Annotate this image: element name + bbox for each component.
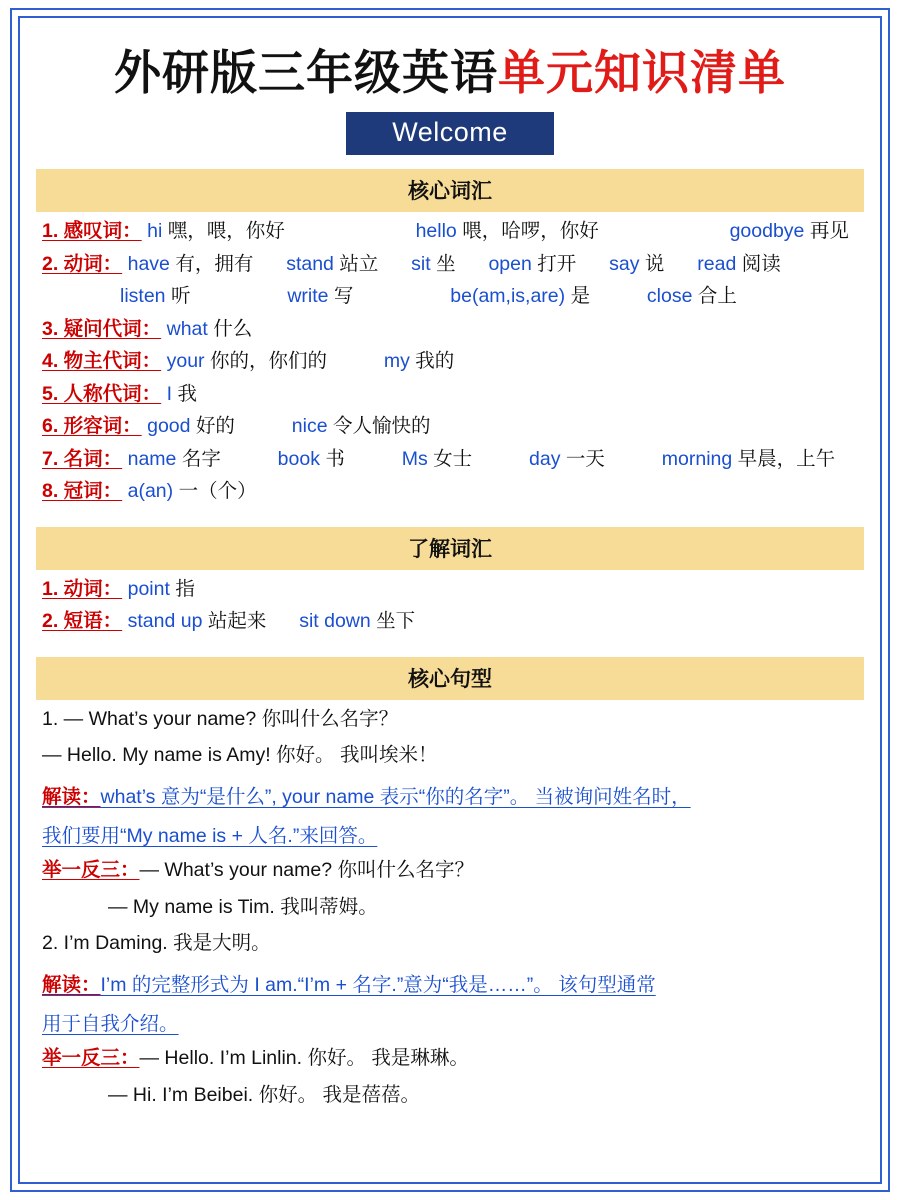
vocab-word: a(an) bbox=[127, 480, 174, 503]
vocab-category-label: 1. 感叹词： bbox=[42, 220, 142, 243]
sentence-line: 2. I’m Daming. 我是大明。 bbox=[42, 932, 271, 955]
vocab-meaning: 说 bbox=[644, 252, 665, 275]
vocab-word: hi bbox=[147, 220, 163, 243]
vocab-meaning: 是 bbox=[570, 285, 591, 308]
section-body-extra-vocab bbox=[36, 577, 864, 649]
page-title bbox=[36, 46, 864, 100]
vocab-word: nice bbox=[291, 415, 328, 438]
example-answer-line: — My name is Tim. 我叫蒂姆。 bbox=[108, 895, 378, 918]
vocab-meaning: 有，拥有 bbox=[175, 252, 254, 275]
page-title-main: 外研版三年级英语 bbox=[114, 46, 498, 99]
vocab-word: Ms bbox=[401, 447, 428, 470]
vocab-meaning: 女士 bbox=[433, 447, 473, 470]
vocab-line bbox=[42, 417, 858, 437]
example-answer-line: — Hi. I’m Beibei. 你好。 我是蓓蓓。 bbox=[108, 1083, 421, 1106]
vocab-line bbox=[42, 317, 858, 340]
vocab-word: stand up bbox=[127, 610, 203, 633]
vocab-meaning: 名字 bbox=[181, 447, 221, 470]
vocab-meaning: 坐下 bbox=[376, 610, 416, 633]
vocab-meaning: 书 bbox=[325, 447, 345, 470]
section-heading-extra-vocab: 了解词汇 bbox=[36, 527, 864, 570]
vocab-word: good bbox=[147, 415, 191, 438]
vocab-word: my bbox=[383, 350, 410, 373]
section-heading-core-sentences: 核心句型 bbox=[36, 657, 864, 700]
sentence-line: 1. — What’s your name? 你叫什么名字？ bbox=[42, 707, 399, 730]
vocab-word: what bbox=[166, 317, 208, 340]
vocab-meaning: 早晨，上午 bbox=[737, 447, 836, 470]
vocab-category-label: 4. 物主代词： bbox=[42, 350, 162, 373]
vocab-meaning: 指 bbox=[175, 577, 195, 600]
example-label: 举一反三： bbox=[42, 859, 140, 882]
explanation-label: 解读： bbox=[42, 785, 101, 808]
vocab-word: write bbox=[287, 285, 329, 308]
vocab-word: have bbox=[127, 252, 170, 275]
section-body-core-sentences bbox=[36, 707, 864, 1127]
vocab-word: morning bbox=[661, 447, 733, 470]
vocab-word: point bbox=[127, 577, 170, 600]
vocab-meaning: 写 bbox=[333, 285, 354, 308]
vocab-meaning: 坐 bbox=[436, 252, 456, 275]
vocab-word: listen bbox=[120, 285, 166, 308]
vocab-category-label: 8. 冠词： bbox=[42, 480, 123, 503]
page-title-accent: 单元知识清单 bbox=[498, 46, 786, 99]
explanation-line bbox=[42, 971, 858, 1000]
vocab-word: your bbox=[166, 350, 205, 373]
inner-border bbox=[18, 16, 882, 1184]
example-text: — What’s your name? 你叫什么名字？ bbox=[139, 859, 474, 882]
explanation-label: 解读： bbox=[42, 973, 101, 996]
vocab-meaning: 站起来 bbox=[207, 610, 267, 633]
unit-banner-wrap bbox=[36, 112, 864, 155]
vocab-line bbox=[42, 482, 858, 502]
vocab-word: book bbox=[277, 447, 320, 470]
example-label: 举一反三： bbox=[42, 1047, 140, 1070]
vocab-meaning: 再见 bbox=[809, 220, 849, 243]
section-body-core-vocab bbox=[36, 222, 864, 519]
vocab-category-label: 5. 人称代词： bbox=[42, 382, 162, 405]
vocab-line bbox=[42, 382, 858, 405]
vocab-word: stand bbox=[286, 252, 334, 275]
vocab-line bbox=[42, 612, 858, 632]
vocab-meaning: 合上 bbox=[697, 285, 737, 308]
vocab-word: open bbox=[488, 252, 532, 275]
vocab-line bbox=[42, 287, 858, 307]
sentence-line: — Hello. My name is Amy! 你好。 我叫埃米！ bbox=[42, 744, 438, 767]
vocab-category-label: 2. 短语： bbox=[42, 610, 123, 633]
vocab-word: say bbox=[609, 252, 640, 275]
vocab-word: name bbox=[127, 447, 177, 470]
example-line bbox=[42, 1049, 858, 1069]
vocab-meaning: 喂，哈啰，你好 bbox=[462, 220, 599, 243]
vocab-meaning: 阅读 bbox=[741, 252, 781, 275]
vocab-category-label: 3. 疑问代词： bbox=[42, 317, 162, 340]
vocab-meaning: 令人愉快的 bbox=[332, 415, 431, 438]
vocab-line bbox=[42, 352, 858, 372]
vocab-word: sit down bbox=[299, 610, 371, 633]
vocab-meaning: 我 bbox=[177, 382, 197, 405]
vocab-meaning: 你的，你们的 bbox=[209, 350, 327, 373]
vocab-category-label: 7. 名词： bbox=[42, 447, 123, 470]
vocab-meaning: 好的 bbox=[195, 415, 235, 438]
vocab-line bbox=[42, 222, 858, 242]
vocab-category-label: 2. 动词： bbox=[42, 252, 123, 275]
explanation-line bbox=[42, 783, 858, 812]
vocab-line bbox=[42, 447, 858, 470]
vocab-line bbox=[42, 252, 858, 275]
outer-border bbox=[10, 8, 890, 1192]
section-heading-core-vocab: 核心词汇 bbox=[36, 169, 864, 212]
vocab-word: I bbox=[166, 382, 173, 405]
vocab-meaning: 我的 bbox=[415, 350, 455, 373]
vocab-line bbox=[42, 577, 858, 600]
explanation-text: what’s 意为“是什么”, your name 表示“你的名字”。 当被询问姓名时， bbox=[100, 785, 691, 808]
vocab-meaning: 什么 bbox=[213, 317, 253, 340]
vocab-word: goodbye bbox=[729, 220, 805, 243]
vocab-meaning: 听 bbox=[170, 285, 191, 308]
vocab-word: be(am,is,are) bbox=[450, 285, 566, 308]
vocab-meaning: 一（个） bbox=[178, 480, 257, 503]
example-text: — Hello. I’m Linlin. 你好。 我是琳琳。 bbox=[139, 1047, 469, 1070]
vocab-word: sit bbox=[411, 252, 431, 275]
vocab-category-label: 6. 形容词： bbox=[42, 415, 142, 438]
unit-banner: Welcome bbox=[346, 112, 554, 155]
vocab-meaning: 打开 bbox=[537, 252, 577, 275]
explanation-line-cont: 我们要用“My name is + 人名.”来回答。 bbox=[42, 824, 378, 847]
example-line bbox=[42, 861, 858, 881]
vocab-meaning: 站立 bbox=[339, 252, 379, 275]
vocab-word: read bbox=[697, 252, 737, 275]
explanation-text: I’m 的完整形式为 I am.“I’m + 名字.”意为“我是……”。 该句型通常 bbox=[100, 973, 656, 996]
vocab-word: close bbox=[646, 285, 693, 308]
explanation-line-cont: 用于自我介绍。 bbox=[42, 1012, 179, 1035]
vocab-word: day bbox=[529, 447, 561, 470]
vocab-category-label: 1. 动词： bbox=[42, 577, 123, 600]
vocab-meaning: 一天 bbox=[565, 447, 605, 470]
vocab-meaning: 嘿，喂，你好 bbox=[167, 220, 285, 243]
vocab-word: hello bbox=[415, 220, 457, 243]
